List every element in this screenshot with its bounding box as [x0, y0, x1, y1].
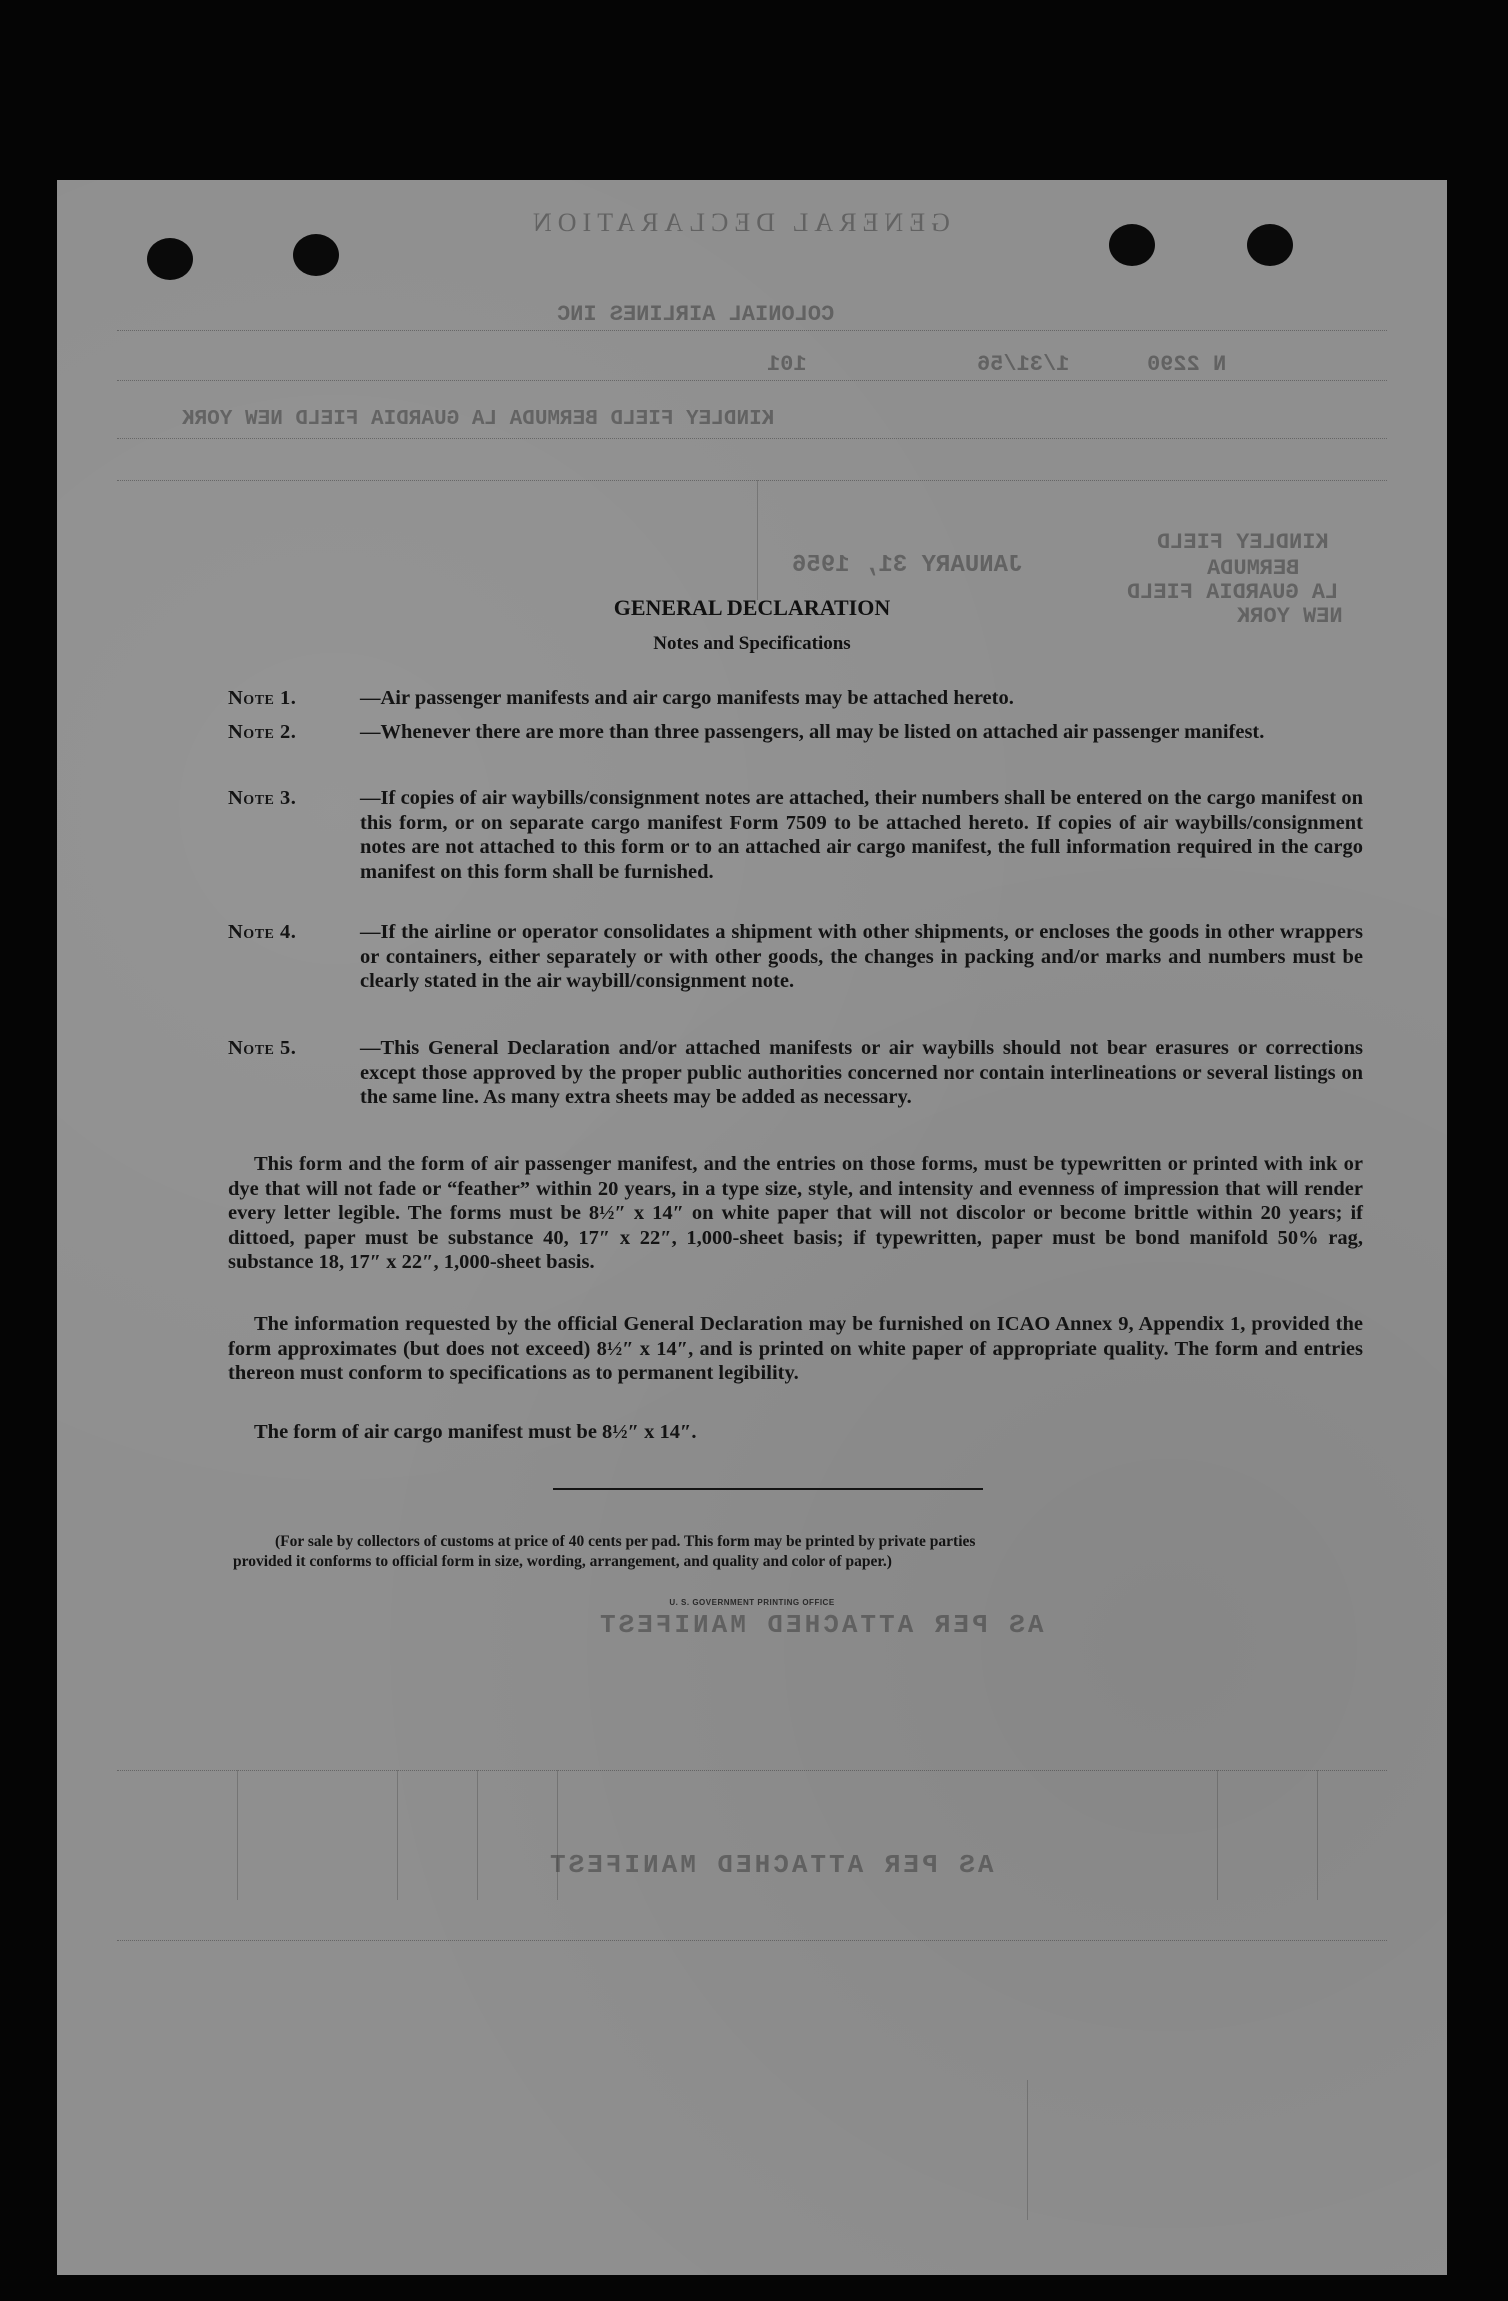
document-page: [57, 180, 1447, 2275]
page-subtitle: Notes and Specifications: [653, 633, 851, 654]
punch-hole-3: [1109, 224, 1155, 266]
note-label: Note 1.: [228, 687, 297, 709]
bleed-registration: N 2290: [1147, 352, 1227, 377]
bleed-date: 1/31/56: [977, 352, 1070, 377]
note-label: Note 4.: [228, 921, 297, 943]
note-text: —This General Declaration and/or attached manifests or air waybills should not bear erasures or corrections except those approved by the proper public authorities concerned nor contain interlineations or several listings on the same line. As many extra sheets may be added as necessary.: [360, 1037, 1363, 1108]
bleed-flight: 101: [767, 352, 807, 377]
note-4: [228, 920, 1363, 994]
note-1: [228, 686, 1363, 711]
bleed-date-long: JANUARY 31, 1956: [792, 552, 1023, 579]
note-text: —Whenever there are more than three passengers, all may be listed on attached air passenger manifest.: [360, 721, 1265, 743]
bleed-cargo-manifest: AS PER ATTACHED MANIFEST: [547, 1850, 994, 1880]
punch-hole-1: [147, 238, 193, 280]
bleed-passenger-manifest: AS PER ATTACHED MANIFEST: [597, 1610, 1044, 1640]
note-label: Note 2.: [228, 721, 297, 743]
bleed-place-1: KINDLEY FIELD: [1157, 530, 1329, 555]
sale-notice: [233, 1532, 1363, 1572]
divider-rule: [553, 1488, 983, 1490]
sale-notice-line-1: (For sale by collectors of customs at price of 40 cents per pad. This form may be printed by private parties: [275, 1533, 976, 1550]
note-3: [228, 786, 1363, 884]
note-label: Note 5.: [228, 1037, 297, 1059]
paragraph-paper-spec: This form and the form of air passenger manifest, and the entries on those forms, must be typewritten or printed with ink or dye that will not fade or “feather” within 20 years, in a type size, style, and intensity and evenness of impression that will render every letter legible. The forms must be 8½″ x 14″ on white paper that will not discolor or become brittle within 20 years; if dittoed, paper must be substance 40, 17″ x 22″, 1,000-sheet basis; if typewritten, paper must be bond manifold 50% rag, substance 18, 17″ x 22″, 1,000-sheet basis.: [228, 1153, 1363, 1273]
note-5: [228, 1036, 1363, 1110]
bleed-route: KINDLEY FIELD BERMUDA LA GUARDIA FIELD NEW YORK: [182, 408, 775, 431]
bleed-place-3: LA GUARDIA FIELD: [1127, 580, 1339, 605]
bleed-place-4: NEW YORK: [1237, 604, 1343, 629]
note-label: Note 3.: [228, 787, 297, 809]
bleed-place-2: BERMUDA: [1207, 556, 1300, 581]
printer-imprint: U. S. GOVERNMENT PRINTING OFFICE: [669, 1598, 835, 1607]
note-2: [228, 720, 1363, 745]
note-text: —If the airline or operator consolidates a shipment with other shipments, or encloses the goods in other wrappers or containers, either separately or with other goods, the changes in packing and/or marks and numbers must be clearly stated in the air waybill/consignment note.: [360, 921, 1363, 992]
note-text: —Air passenger manifests and air cargo manifests may be attached hereto.: [360, 687, 1014, 709]
paragraph-icao: The information requested by the official General Declaration may be furnished on ICAO Annex 9, Appendix 1, provided the form approximates (but does not exceed) 8½″ x 14″, and is printed on white paper of appropriate quality. The form and entries thereon must conform to specifications as to permanent legibility.: [228, 1313, 1363, 1384]
page-title: GENERAL DECLARATION: [613, 595, 891, 620]
paragraph-cargo-size: The form of air cargo manifest must be 8½″ x 14″.: [254, 1421, 697, 1443]
note-text: —If copies of air waybills/consignment notes are attached, their numbers shall be entered on the cargo manifest on this form, or on separate cargo manifest Form 7509 to be attached hereto. If copies of air waybills/consignment notes are not attached to this form or to an attached air cargo manifest, the full information required in the cargo manifest on this form shall be furnished.: [360, 787, 1363, 883]
punch-hole-4: [1247, 224, 1293, 266]
bleed-airline: COLONIAL AIRLINES INC: [557, 302, 835, 327]
sale-notice-line-2: provided it conforms to official form in size, wording, arrangement, and quality and color of paper.): [233, 1553, 892, 1570]
punch-hole-2: [293, 234, 339, 276]
bleed-header: GENERAL DECLARATION: [527, 208, 950, 237]
